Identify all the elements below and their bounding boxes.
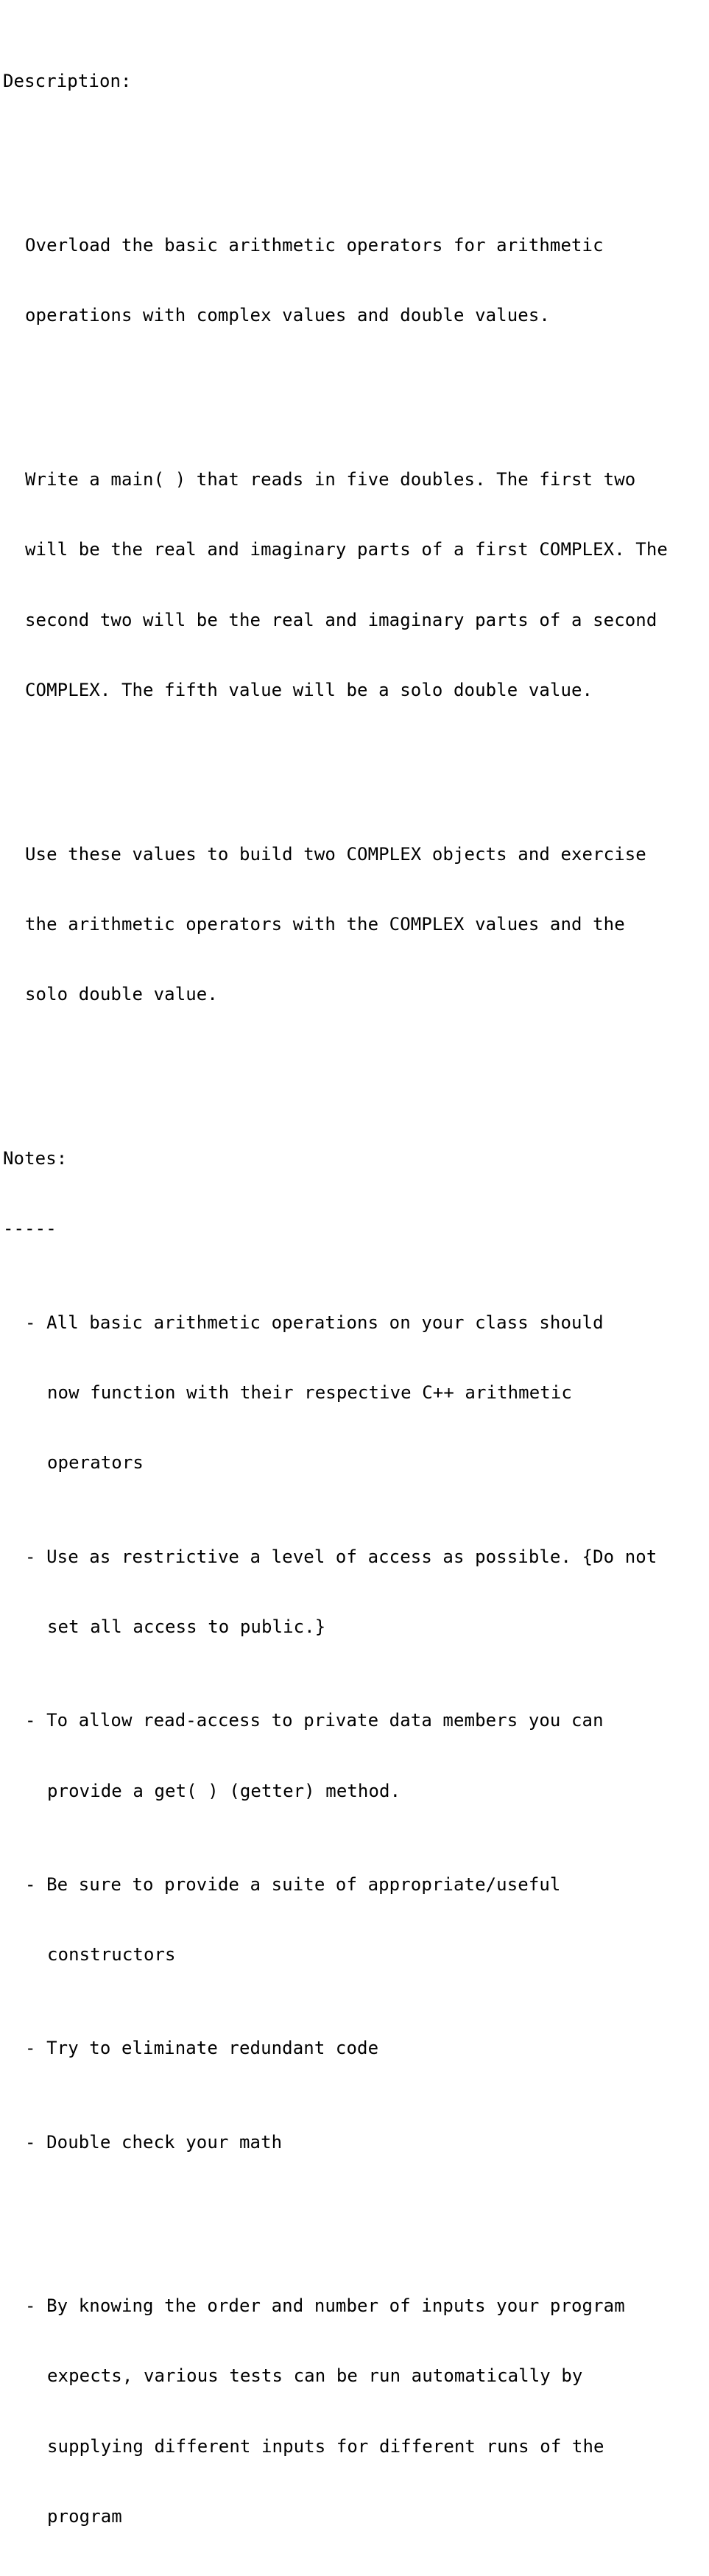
notes-heading: Notes:: [3, 1148, 68, 1169]
note-bullet-4-line2: constructors: [47, 1944, 176, 1966]
assignment-document: [3, 0, 706, 2576]
notes-rule: -----: [3, 1218, 57, 1239]
note-bullet-2-line1: - Use as restrictive a level of access as possible. {Do not: [25, 1546, 657, 1567]
note-bullet-2-line2: set all access to public.}: [47, 1616, 326, 1637]
note-bullet-3-line1: - To allow read-access to private data members you can: [25, 1710, 604, 1731]
description-p2-line2: will be the real and imaginary parts of a first COMPLEX. The: [25, 539, 668, 560]
description-p1-line2: operations with complex values and double values.: [25, 305, 550, 326]
spacer: [3, 2201, 706, 2225]
description-p3-line3: solo double value.: [25, 984, 218, 1005]
description-p3-line1: Use these values to build two COMPLEX objects and exercise: [25, 843, 646, 865]
note-bullet-7-line1: - By knowing the order and number of inputs your program: [25, 2295, 625, 2317]
description-heading: Description:: [3, 71, 132, 92]
description-p1-line1: Overload the basic arithmetic operators for arithmetic: [25, 234, 604, 256]
spacer: [3, 750, 706, 773]
spacer: [3, 141, 706, 164]
note-bullet-6-line1: - Double check your math: [25, 2131, 283, 2153]
description-p2-line4: COMPLEX. The fifth value will be a solo double value.: [25, 680, 593, 701]
note-bullet-3-line2: provide a get( ) (getter) method.: [47, 1780, 401, 1801]
note-bullet-1-line1: - All basic arithmetic operations on your class should: [25, 1312, 604, 1333]
spacer: [3, 1054, 706, 1077]
description-p2-line1: Write a main( ) that reads in five doubles. The first two: [25, 468, 636, 490]
note-bullet-1-line3: operators: [47, 1452, 144, 1474]
note-bullet-1-line2: now function with their respective C++ arithmetic: [47, 1382, 572, 1404]
note-bullet-7-line4: program: [47, 2506, 122, 2527]
note-bullet-5-line1: - Try to eliminate redundant code: [25, 2038, 379, 2059]
note-bullet-7-line2: expects, various tests can be run automatically by: [47, 2365, 583, 2387]
description-p2-line3: second two will be the real and imaginary parts of a second: [25, 609, 657, 630]
note-bullet-7-line3: supplying different inputs for different runs of the: [47, 2435, 604, 2457]
spacer: [3, 375, 706, 398]
description-p3-line2: the arithmetic operators with the COMPLEX values and the: [25, 914, 625, 935]
note-bullet-4-line1: - Be sure to provide a suite of appropriate/useful: [25, 1873, 561, 1895]
